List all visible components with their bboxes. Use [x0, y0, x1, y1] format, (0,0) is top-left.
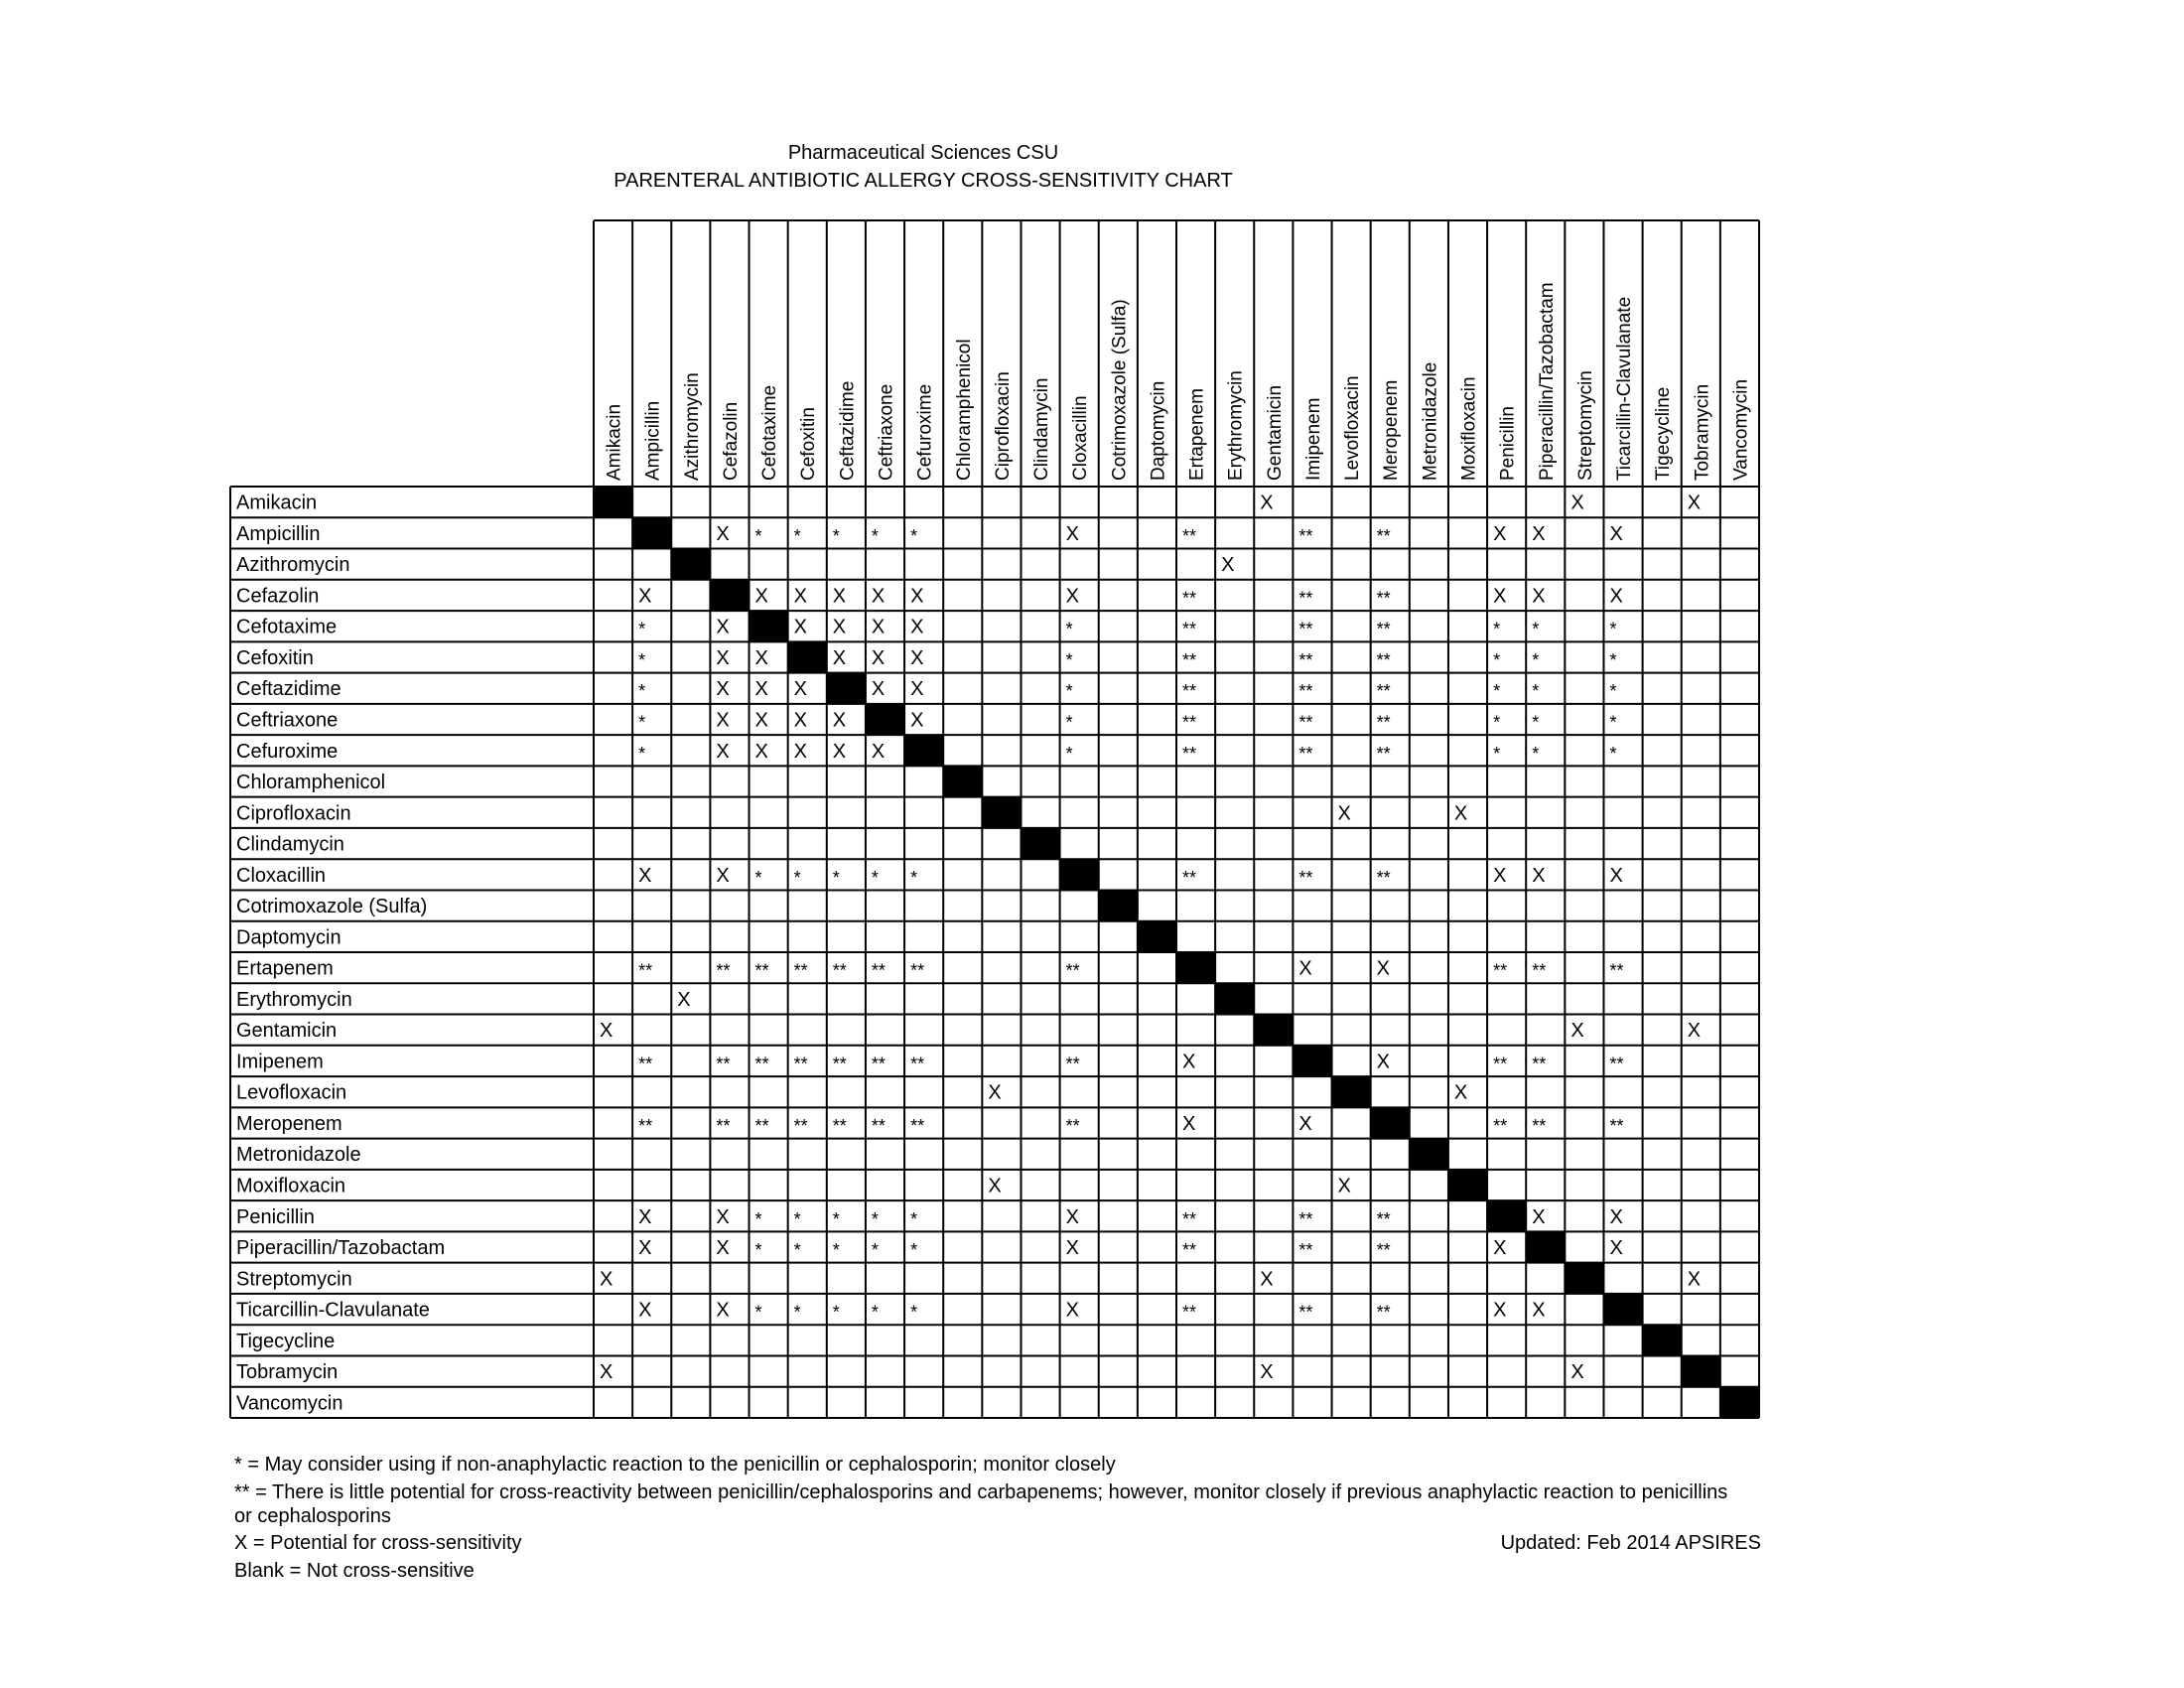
- cell-mark: *: [1065, 619, 1073, 639]
- cell-mark: **: [1376, 525, 1391, 546]
- cell-mark: **: [1065, 960, 1080, 981]
- cell-mark: X: [754, 585, 768, 608]
- cell-mark: X: [716, 678, 730, 701]
- diagonal-cell: [788, 641, 827, 672]
- cell-mark: X: [600, 1361, 614, 1384]
- cell-mark: X: [1493, 1237, 1507, 1260]
- cell-mark: *: [638, 681, 646, 702]
- row-label: Ampicillin: [236, 522, 321, 545]
- cell-mark: X: [716, 522, 730, 545]
- cell-mark: **: [1609, 1054, 1624, 1074]
- column-header: Imipenem: [1302, 397, 1324, 481]
- row-label: Moxifloxacin: [236, 1175, 346, 1197]
- diagonal-cell: [1643, 1325, 1682, 1355]
- diagonal-cell: [866, 704, 904, 735]
- cell-mark: *: [1493, 649, 1501, 670]
- cell-mark: X: [716, 1299, 730, 1322]
- cell-mark: **: [832, 1115, 847, 1136]
- diagonal-cell: [1603, 1294, 1642, 1325]
- cell-mark: X: [832, 740, 847, 763]
- cell-mark: X: [910, 678, 924, 701]
- cell-mark: **: [1182, 588, 1197, 609]
- diagonal-cell: [1410, 1139, 1448, 1170]
- cell-mark: X: [910, 646, 924, 669]
- cell-mark: **: [1298, 681, 1313, 702]
- row-label: Metronidazole: [236, 1144, 361, 1167]
- cell-mark: *: [638, 649, 646, 670]
- diagonal-cell: [1448, 1170, 1487, 1200]
- column-header: Ciprofloxacin: [992, 371, 1014, 481]
- cell-mark: **: [638, 1115, 653, 1136]
- row-label: Ciprofloxacin: [236, 802, 351, 825]
- row-label: Cloxacillin: [236, 864, 327, 887]
- cell-mark: **: [1182, 867, 1197, 888]
- diagonal-cell: [632, 517, 671, 548]
- cell-mark: *: [1065, 743, 1073, 764]
- cell-mark: X: [754, 678, 768, 701]
- cell-mark: *: [1493, 681, 1501, 702]
- column-header: Piperacillin/Tazobactam: [1536, 282, 1558, 481]
- cell-mark: **: [1609, 960, 1624, 981]
- cell-mark: *: [832, 1302, 840, 1323]
- cell-mark: X: [716, 1205, 730, 1228]
- diagonal-cell: [827, 673, 866, 704]
- cell-mark: **: [638, 960, 653, 981]
- cell-mark: **: [910, 960, 925, 981]
- diagonal-cell: [943, 766, 982, 796]
- cell-mark: **: [754, 960, 769, 981]
- cell-mark: *: [1532, 743, 1540, 764]
- cell-mark: **: [1182, 649, 1197, 670]
- column-header: Cotrimoxazole (Sulfa): [1109, 299, 1131, 481]
- cell-mark: X: [988, 1081, 1002, 1104]
- column-header: Ampicillin: [642, 400, 664, 481]
- cell-mark: **: [1182, 743, 1197, 764]
- column-header: Clindamycin: [1031, 377, 1053, 481]
- cell-mark: **: [871, 1054, 886, 1074]
- cell-mark: *: [832, 1240, 840, 1261]
- cell-mark: X: [1493, 585, 1507, 608]
- diagonal-cell: [1332, 1076, 1371, 1107]
- column-header: Ceftazidime: [837, 380, 859, 481]
- cell-mark: *: [1065, 649, 1073, 670]
- cell-mark: *: [871, 1240, 879, 1261]
- column-header: Gentamicin: [1264, 384, 1286, 481]
- cell-mark: X: [988, 1175, 1002, 1197]
- cell-mark: X: [1065, 1237, 1079, 1260]
- diagonal-cell: [1099, 890, 1138, 920]
- row-label: Cefotaxime: [236, 616, 338, 638]
- cell-mark: *: [754, 867, 762, 888]
- cell-mark: **: [1298, 712, 1313, 733]
- cell-mark: *: [832, 525, 840, 546]
- diagonal-cell: [982, 797, 1021, 828]
- row-label: Ticarcillin-Clavulanate: [236, 1299, 430, 1322]
- cell-mark: X: [1260, 1268, 1274, 1291]
- row-label: Cefoxitin: [236, 646, 314, 669]
- cell-mark: **: [1376, 649, 1391, 670]
- cell-mark: X: [1532, 864, 1546, 887]
- diagonal-cell: [750, 611, 788, 641]
- cell-mark: X: [716, 646, 730, 669]
- cell-mark: X: [871, 585, 886, 608]
- cell-mark: X: [1687, 1020, 1702, 1043]
- cell-mark: *: [1609, 681, 1617, 702]
- diagonal-cell: [1138, 921, 1176, 952]
- cell-mark: X: [1570, 1361, 1584, 1384]
- cell-mark: **: [1298, 1240, 1313, 1261]
- cell-mark: *: [793, 1302, 801, 1323]
- cell-mark: *: [638, 619, 646, 639]
- cell-mark: **: [1298, 743, 1313, 764]
- cell-mark: **: [1609, 1115, 1624, 1136]
- cell-mark: **: [1182, 619, 1197, 639]
- row-label: Daptomycin: [236, 926, 341, 949]
- cell-mark: X: [716, 616, 730, 638]
- cell-mark: **: [1493, 960, 1508, 981]
- cell-mark: **: [1065, 1054, 1080, 1074]
- cell-mark: X: [871, 678, 886, 701]
- diagonal-cell: [1487, 1200, 1526, 1231]
- column-header: Cloxacillin: [1070, 395, 1092, 481]
- cell-mark: X: [677, 988, 691, 1011]
- cell-mark: X: [1337, 1175, 1351, 1197]
- cell-mark: **: [1376, 1208, 1391, 1229]
- cell-mark: X: [793, 740, 808, 763]
- cell-mark: X: [1609, 585, 1623, 608]
- column-header: Cefazolin: [720, 401, 742, 481]
- column-header: Azithromycin: [681, 372, 703, 481]
- cell-mark: X: [716, 1237, 730, 1260]
- cell-mark: X: [832, 646, 847, 669]
- column-header: Cefoxitin: [798, 407, 820, 481]
- row-label: Imipenem: [236, 1051, 324, 1073]
- column-header: Moxifloxacin: [1458, 376, 1480, 481]
- column-header: Tigecycline: [1653, 386, 1675, 481]
- cell-mark: **: [1182, 681, 1197, 702]
- cell-mark: X: [832, 709, 847, 732]
- cell-mark: *: [1065, 712, 1073, 733]
- diagonal-cell: [1565, 1263, 1603, 1294]
- diagonal-cell: [1293, 1046, 1331, 1076]
- cell-mark: **: [1182, 1240, 1197, 1261]
- row-label: Cotrimoxazole (Sulfa): [236, 896, 428, 918]
- cell-mark: *: [1532, 649, 1540, 670]
- diagonal-cell: [1060, 859, 1099, 890]
- cell-mark: X: [910, 585, 924, 608]
- chart-title: PARENTERAL ANTIBIOTIC ALLERGY CROSS-SENSITIVITY CHART: [614, 170, 1233, 192]
- diagonal-cell: [1215, 983, 1254, 1014]
- cell-mark: *: [754, 525, 762, 546]
- column-header: Daptomycin: [1148, 380, 1169, 481]
- diagonal-cell: [671, 549, 710, 580]
- cell-mark: *: [1493, 619, 1501, 639]
- cell-mark: *: [1609, 619, 1617, 639]
- cell-mark: X: [793, 585, 808, 608]
- cell-mark: *: [1532, 712, 1540, 733]
- cell-mark: X: [1570, 1020, 1584, 1043]
- diagonal-cell: [1682, 1355, 1720, 1386]
- cell-mark: *: [1493, 743, 1501, 764]
- column-header: Ceftriaxone: [876, 383, 897, 481]
- cell-mark: **: [716, 1054, 731, 1074]
- row-label: Erythromycin: [236, 988, 352, 1011]
- cell-mark: **: [1298, 619, 1313, 639]
- row-label: Ertapenem: [236, 957, 334, 980]
- cell-mark: *: [910, 525, 918, 546]
- cell-mark: X: [1298, 957, 1312, 980]
- diagonal-cell: [904, 735, 943, 766]
- cell-mark: **: [871, 1115, 886, 1136]
- cell-mark: X: [1493, 864, 1507, 887]
- column-header: Chloramphenicol: [953, 339, 975, 481]
- cell-mark: *: [910, 1302, 918, 1323]
- row-label: Piperacillin/Tazobactam: [236, 1237, 446, 1260]
- cell-mark: **: [638, 1054, 653, 1074]
- cell-mark: *: [638, 743, 646, 764]
- diagonal-cell: [1176, 952, 1215, 983]
- cell-mark: X: [1065, 1299, 1079, 1322]
- row-label: Vancomycin: [236, 1392, 343, 1415]
- column-header: Tobramycin: [1692, 383, 1713, 481]
- cell-mark: *: [832, 1208, 840, 1229]
- cell-mark: **: [1182, 525, 1197, 546]
- cell-mark: *: [871, 525, 879, 546]
- cell-mark: **: [1182, 712, 1197, 733]
- row-label: Cefazolin: [236, 585, 320, 608]
- cell-mark: *: [1609, 649, 1617, 670]
- org-title: Pharmaceutical Sciences CSU: [787, 142, 1059, 164]
- column-header: Amikacin: [604, 403, 625, 481]
- cell-mark: **: [716, 960, 731, 981]
- legend-single-star: * = May consider using if non-anaphylactic reaction to the penicillin or cephalosporin; monitor closely: [234, 1454, 1116, 1476]
- row-label: Cefuroxime: [236, 740, 339, 763]
- cell-mark: X: [793, 709, 808, 732]
- column-header: Streptomycin: [1574, 370, 1596, 481]
- cell-mark: X: [1532, 1299, 1546, 1322]
- diagonal-cell: [1371, 1107, 1410, 1138]
- column-header: Meropenem: [1381, 379, 1403, 481]
- column-header: Vancomycin: [1730, 378, 1752, 481]
- cell-mark: **: [1298, 1302, 1313, 1323]
- cell-mark: X: [832, 585, 847, 608]
- cell-mark: *: [1532, 681, 1540, 702]
- cell-mark: X: [1453, 802, 1468, 825]
- cell-mark: X: [638, 1299, 652, 1322]
- cell-mark: *: [910, 1240, 918, 1261]
- cell-mark: X: [1532, 522, 1546, 545]
- cell-mark: X: [1609, 864, 1623, 887]
- cell-mark: X: [1182, 1112, 1196, 1135]
- cell-mark: **: [1532, 1115, 1547, 1136]
- cell-mark: X: [1376, 1051, 1391, 1073]
- column-header: Erythromycin: [1225, 370, 1247, 481]
- cell-mark: X: [754, 740, 768, 763]
- cell-mark: X: [1065, 1205, 1079, 1228]
- cell-mark: X: [1182, 1051, 1196, 1073]
- cell-mark: X: [1570, 492, 1584, 514]
- cell-mark: **: [1532, 1054, 1547, 1074]
- cell-mark: *: [1609, 712, 1617, 733]
- cell-mark: X: [871, 646, 886, 669]
- cell-mark: *: [754, 1240, 762, 1261]
- cell-mark: **: [754, 1115, 769, 1136]
- row-label: Ceftazidime: [236, 678, 341, 701]
- cell-mark: X: [1221, 554, 1235, 577]
- cell-mark: X: [754, 646, 768, 669]
- cell-mark: X: [1260, 1361, 1274, 1384]
- cell-mark: X: [638, 1237, 652, 1260]
- diagonal-cell: [1720, 1387, 1759, 1418]
- legend-x-mark: X = Potential for cross-sensitivity: [234, 1532, 522, 1554]
- row-label: Azithromycin: [236, 554, 350, 577]
- row-label: Ceftriaxone: [236, 709, 339, 732]
- row-label: Amikacin: [236, 492, 318, 514]
- cell-mark: **: [1298, 867, 1313, 888]
- column-header: Penicillin: [1497, 406, 1519, 481]
- cell-mark: *: [871, 1302, 879, 1323]
- row-label: Streptomycin: [236, 1268, 352, 1291]
- cell-mark: *: [910, 867, 918, 888]
- column-header: Ertapenem: [1186, 388, 1208, 481]
- cell-mark: *: [754, 1302, 762, 1323]
- cell-mark: *: [1493, 712, 1501, 733]
- cell-mark: *: [793, 525, 801, 546]
- cell-mark: X: [600, 1268, 614, 1291]
- cell-mark: **: [1182, 1208, 1197, 1229]
- cell-mark: *: [910, 1208, 918, 1229]
- cell-mark: **: [1298, 588, 1313, 609]
- cell-mark: X: [1609, 522, 1623, 545]
- cell-mark: *: [793, 1240, 801, 1261]
- row-label: Clindamycin: [236, 833, 344, 856]
- cell-mark: *: [754, 1208, 762, 1229]
- cell-mark: X: [1493, 522, 1507, 545]
- cell-mark: X: [1337, 802, 1351, 825]
- cell-mark: *: [871, 867, 879, 888]
- cell-mark: **: [716, 1115, 731, 1136]
- cell-mark: **: [1493, 1115, 1508, 1136]
- cell-mark: X: [716, 864, 730, 887]
- legend-blank: Blank = Not cross-sensitive: [234, 1560, 475, 1582]
- cell-mark: **: [1182, 1302, 1197, 1323]
- cell-mark: *: [1532, 619, 1540, 639]
- cell-mark: X: [793, 678, 808, 701]
- cell-mark: X: [1687, 492, 1702, 514]
- cell-mark: X: [1532, 1205, 1546, 1228]
- cell-mark: X: [754, 709, 768, 732]
- cell-mark: X: [1609, 1205, 1623, 1228]
- cell-mark: X: [832, 616, 847, 638]
- cell-mark: X: [1609, 1237, 1623, 1260]
- column-header: Cefotaxime: [759, 384, 781, 481]
- cell-mark: X: [1493, 1299, 1507, 1322]
- column-header: Levofloxacin: [1342, 375, 1364, 481]
- row-label: Gentamicin: [236, 1020, 338, 1043]
- cell-mark: **: [910, 1115, 925, 1136]
- cell-mark: X: [1687, 1268, 1702, 1291]
- cell-mark: X: [1260, 492, 1274, 514]
- diagonal-cell: [1526, 1231, 1565, 1262]
- cell-mark: *: [871, 1208, 879, 1229]
- cell-mark: X: [910, 709, 924, 732]
- column-header: Ticarcillin-Clavulanate: [1614, 296, 1636, 481]
- cell-mark: **: [1376, 867, 1391, 888]
- cell-mark: X: [1532, 585, 1546, 608]
- cell-mark: **: [1298, 1208, 1313, 1229]
- diagonal-cell: [1254, 1015, 1293, 1046]
- updated-note: Updated: Feb 2014 APSIRES: [1500, 1532, 1761, 1554]
- cell-mark: **: [1298, 649, 1313, 670]
- cell-mark: X: [638, 1205, 652, 1228]
- diagonal-cell: [710, 580, 749, 611]
- row-label: Tobramycin: [236, 1361, 339, 1384]
- cell-mark: X: [600, 1020, 614, 1043]
- cell-mark: X: [638, 585, 652, 608]
- row-label: Levofloxacin: [236, 1081, 347, 1104]
- diagonal-cell: [594, 487, 632, 517]
- cell-mark: X: [1298, 1112, 1312, 1135]
- cell-mark: **: [910, 1054, 925, 1074]
- cell-mark: X: [1453, 1081, 1468, 1104]
- cell-mark: **: [1376, 1302, 1391, 1323]
- cell-mark: X: [1376, 957, 1391, 980]
- cell-mark: **: [793, 1054, 808, 1074]
- cell-mark: X: [638, 864, 652, 887]
- cell-mark: **: [1298, 525, 1313, 546]
- cell-mark: **: [1065, 1115, 1080, 1136]
- cell-mark: **: [1376, 743, 1391, 764]
- cell-mark: *: [1609, 743, 1617, 764]
- legend-double-star: ** = There is little potential for cross-reactivity between penicillin/cephalosporins and carbapenems; however, monitor closely if previous anaphylactic reaction to penicillins or cephalosporins: [234, 1481, 1728, 1527]
- cell-mark: *: [793, 867, 801, 888]
- cell-mark: X: [910, 616, 924, 638]
- cell-mark: X: [716, 740, 730, 763]
- cell-mark: **: [793, 960, 808, 981]
- row-label: Penicillin: [236, 1205, 315, 1228]
- diagonal-cell: [1021, 828, 1059, 859]
- cell-mark: X: [716, 709, 730, 732]
- cell-mark: **: [1376, 619, 1391, 639]
- row-label: Chloramphenicol: [236, 772, 386, 794]
- cell-mark: X: [871, 616, 886, 638]
- cell-mark: X: [793, 616, 808, 638]
- cell-mark: **: [1376, 681, 1391, 702]
- cell-mark: **: [871, 960, 886, 981]
- cell-mark: X: [1065, 522, 1079, 545]
- cell-mark: X: [871, 740, 886, 763]
- cell-mark: **: [1376, 712, 1391, 733]
- cell-mark: X: [1065, 585, 1079, 608]
- row-label: Tigecycline: [236, 1330, 336, 1352]
- cell-mark: **: [1376, 588, 1391, 609]
- cell-mark: **: [793, 1115, 808, 1136]
- column-header: Metronidazole: [1420, 361, 1441, 481]
- cell-mark: **: [1493, 1054, 1508, 1074]
- cell-mark: **: [1376, 1240, 1391, 1261]
- cell-mark: **: [832, 960, 847, 981]
- row-label: Meropenem: [236, 1112, 342, 1135]
- cell-mark: *: [1065, 681, 1073, 702]
- cell-mark: *: [638, 712, 646, 733]
- cell-mark: **: [832, 1054, 847, 1074]
- cell-mark: **: [1532, 960, 1547, 981]
- cell-mark: *: [793, 1208, 801, 1229]
- cell-mark: **: [754, 1054, 769, 1074]
- column-header: Cefuroxime: [914, 383, 936, 481]
- cell-mark: *: [832, 867, 840, 888]
